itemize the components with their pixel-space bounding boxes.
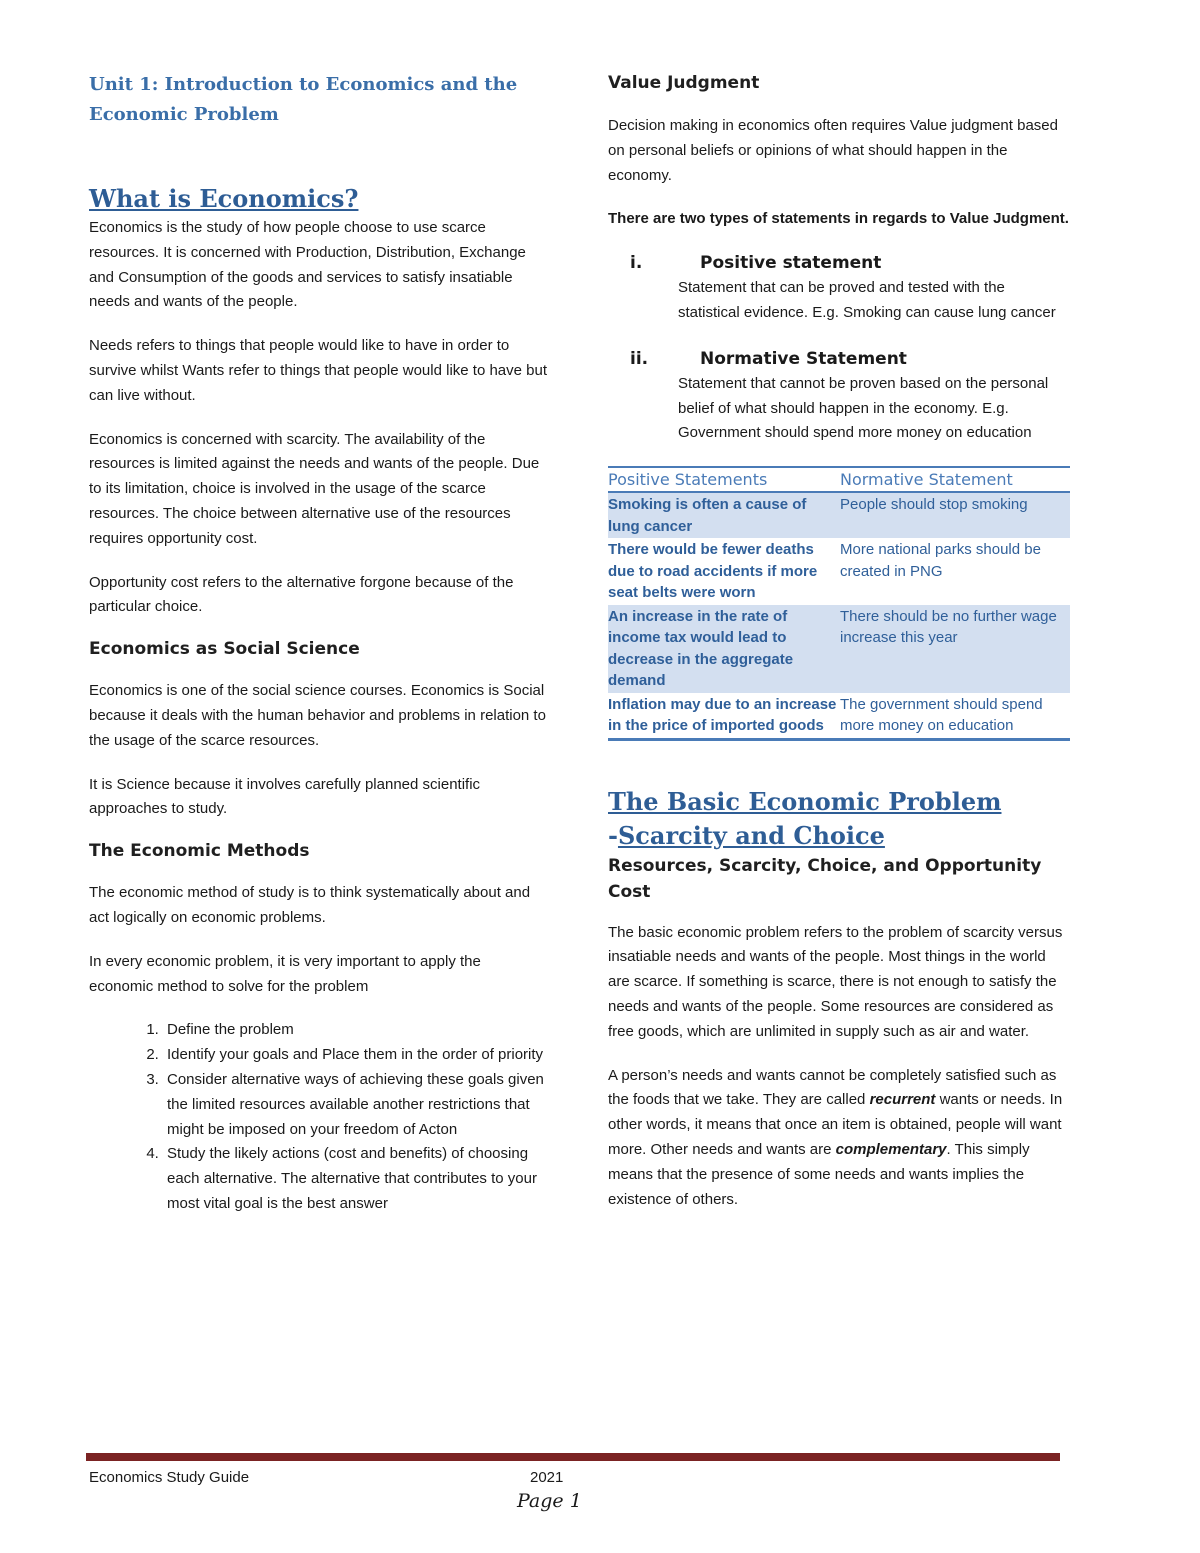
table-header-row xyxy=(608,467,1070,492)
scarcity-choice-text: Scarcity and Choice xyxy=(617,820,885,850)
table-header: Normative Statement xyxy=(840,467,1070,492)
normative-statement-heading xyxy=(608,346,1070,372)
positive-title: Positive statement xyxy=(700,253,882,274)
paragraph-opportunity-cost: Opportunity cost refers to the alternative forgone because of the particular choice. xyxy=(89,573,514,616)
footer-year: 2021 xyxy=(530,1469,564,1486)
text-span: wants or needs. In other words, it means that once an item is obtained, people will want more. Other needs and wants are xyxy=(608,1091,1063,1159)
basic-problem-heading: The Basic Economic Problem xyxy=(608,786,1002,816)
table-cell: More national parks should be created in PNG xyxy=(840,541,1041,580)
paragraph-science: It is Science because it involves carefully planned scientific approaches to study. xyxy=(89,775,481,818)
paragraph-definition: Economics is the study of how people choose to use scarce resources. It is concerned with Production, Distribution, Exchange and Consumption of the goods and services to satisfy insatiable needs and wants of the people. xyxy=(89,219,526,311)
paragraph-apply-method: In every economic problem, it is very important to apply the economic method to solve for the problem xyxy=(89,952,481,995)
what-is-economics-heading: What is Economics? xyxy=(89,184,359,213)
table-cell: Smoking is often a cause of lung cancer xyxy=(608,492,840,538)
normative-title: Normative Statement xyxy=(700,348,907,369)
scarcity-choice-heading xyxy=(608,819,1070,853)
social-science-heading: Economics as Social Science xyxy=(89,639,360,660)
paragraph-method: The economic method of study is to think systematically about and act logically on economic problems. xyxy=(89,884,531,926)
table-row xyxy=(608,492,1070,538)
table-cell: Inflation may due to an increase in the price of imported goods xyxy=(608,693,840,740)
statements-table xyxy=(608,466,1070,741)
footer-title: Economics Study Guide xyxy=(89,1469,250,1486)
normative-body: Statement that cannot be proven based on the personal belief of what should happen in the economy. E.g. Government should spend more money on education xyxy=(678,374,1049,442)
paragraph-social: Economics is one of the social science courses. Economics is Social because it deals with the human behavior and problems in relation to the usage of the scarce resources. xyxy=(89,682,546,749)
table-row xyxy=(608,605,1070,693)
value-judgment-heading: Value Judgment xyxy=(608,73,760,93)
positive-body: Statement that can be proved and tested with the statistical evidence. E.g. Smoking can cause lung cancer xyxy=(678,279,1056,321)
list-item: 3. Consider alternative ways of achieving these goals given the limited resources available another restrictions that might be imposed on your freedom of Acton xyxy=(163,1068,549,1142)
right-column xyxy=(608,70,1070,1212)
table-row xyxy=(608,693,1070,740)
paragraph-two-types: There are two types of statements in regards to Value Judgment. xyxy=(608,210,1069,228)
list-item: 2. Identify your goals and Place them in the order of priority xyxy=(163,1043,549,1068)
list-item: 1. Define the problem xyxy=(163,1018,549,1043)
footer-divider xyxy=(86,1453,1060,1461)
table-row xyxy=(608,538,1070,605)
table-header: Positive Statements xyxy=(608,467,840,492)
paragraph-needs-wants: Needs refers to things that people would like to have in order to survive whilst Wants refer to things that people would like to have but can live without. xyxy=(89,337,548,404)
complementary-term: complementary xyxy=(835,1141,947,1159)
list-item: 4. Study the likely actions (cost and benefits) of choosing each alternative. The alternative that contributes to your most vital goal is the best answer xyxy=(163,1142,549,1216)
table-cell: The government should spend more money on education xyxy=(840,693,1070,740)
unit-title: Unit 1: Introduction to Economics and the Economic Problem xyxy=(89,74,518,125)
table-cell: There should be no further wage increase this year xyxy=(840,605,1070,693)
normative-number: ii. xyxy=(630,348,649,369)
paragraph-value-judgment: Decision making in economics often requires Value judgment based on personal beliefs or opinions of what should happen in the economy. xyxy=(608,117,1058,184)
table-cell: There would be fewer deaths due to road accidents if more seat belts were worn xyxy=(608,541,818,602)
recurrent-term: recurrent xyxy=(869,1091,936,1109)
paragraph-basic-problem: The basic economic problem refers to the problem of scarcity versus insatiable needs and wants of the people. Most things in the world are scarce. If something is scarce, there is not enough to satisfy the needs and wants of the people. Some resources are considered as free goods, which are unlimited in supply such as air and water. xyxy=(608,923,1063,1040)
method-steps-list xyxy=(89,1018,549,1216)
basic-problem-subheading: Resources, Scarcity, Choice, and Opportunity Cost xyxy=(608,855,1042,902)
table-cell: People should stop smoking xyxy=(840,492,1070,538)
page-number: Page 1 xyxy=(517,1490,582,1512)
positive-number: i. xyxy=(630,253,643,274)
table-cell: An increase in the rate of income tax would lead to decrease in the aggregate demand xyxy=(608,605,840,693)
paragraph-scarcity: Economics is concerned with scarcity. The availability of the resources is limited against the needs and wants of the people. Due to its limitation, choice is involved in the usage of the scarce resources. The choice between alternative use of the resources requires opportunity cost. xyxy=(89,430,540,547)
text-span: . This simply means that the presence of some needs and wants implies the existence of others. xyxy=(608,1141,1030,1208)
economic-methods-heading: The Economic Methods xyxy=(89,841,310,862)
paragraph-recurrent xyxy=(608,1064,1070,1213)
left-column xyxy=(89,70,549,1217)
text-span: A person’s needs and wants cannot be completely satisfied such as the foods that we take. They are called xyxy=(608,1066,1057,1109)
heading-dash: - xyxy=(608,820,618,850)
positive-statement-heading xyxy=(608,250,1070,276)
